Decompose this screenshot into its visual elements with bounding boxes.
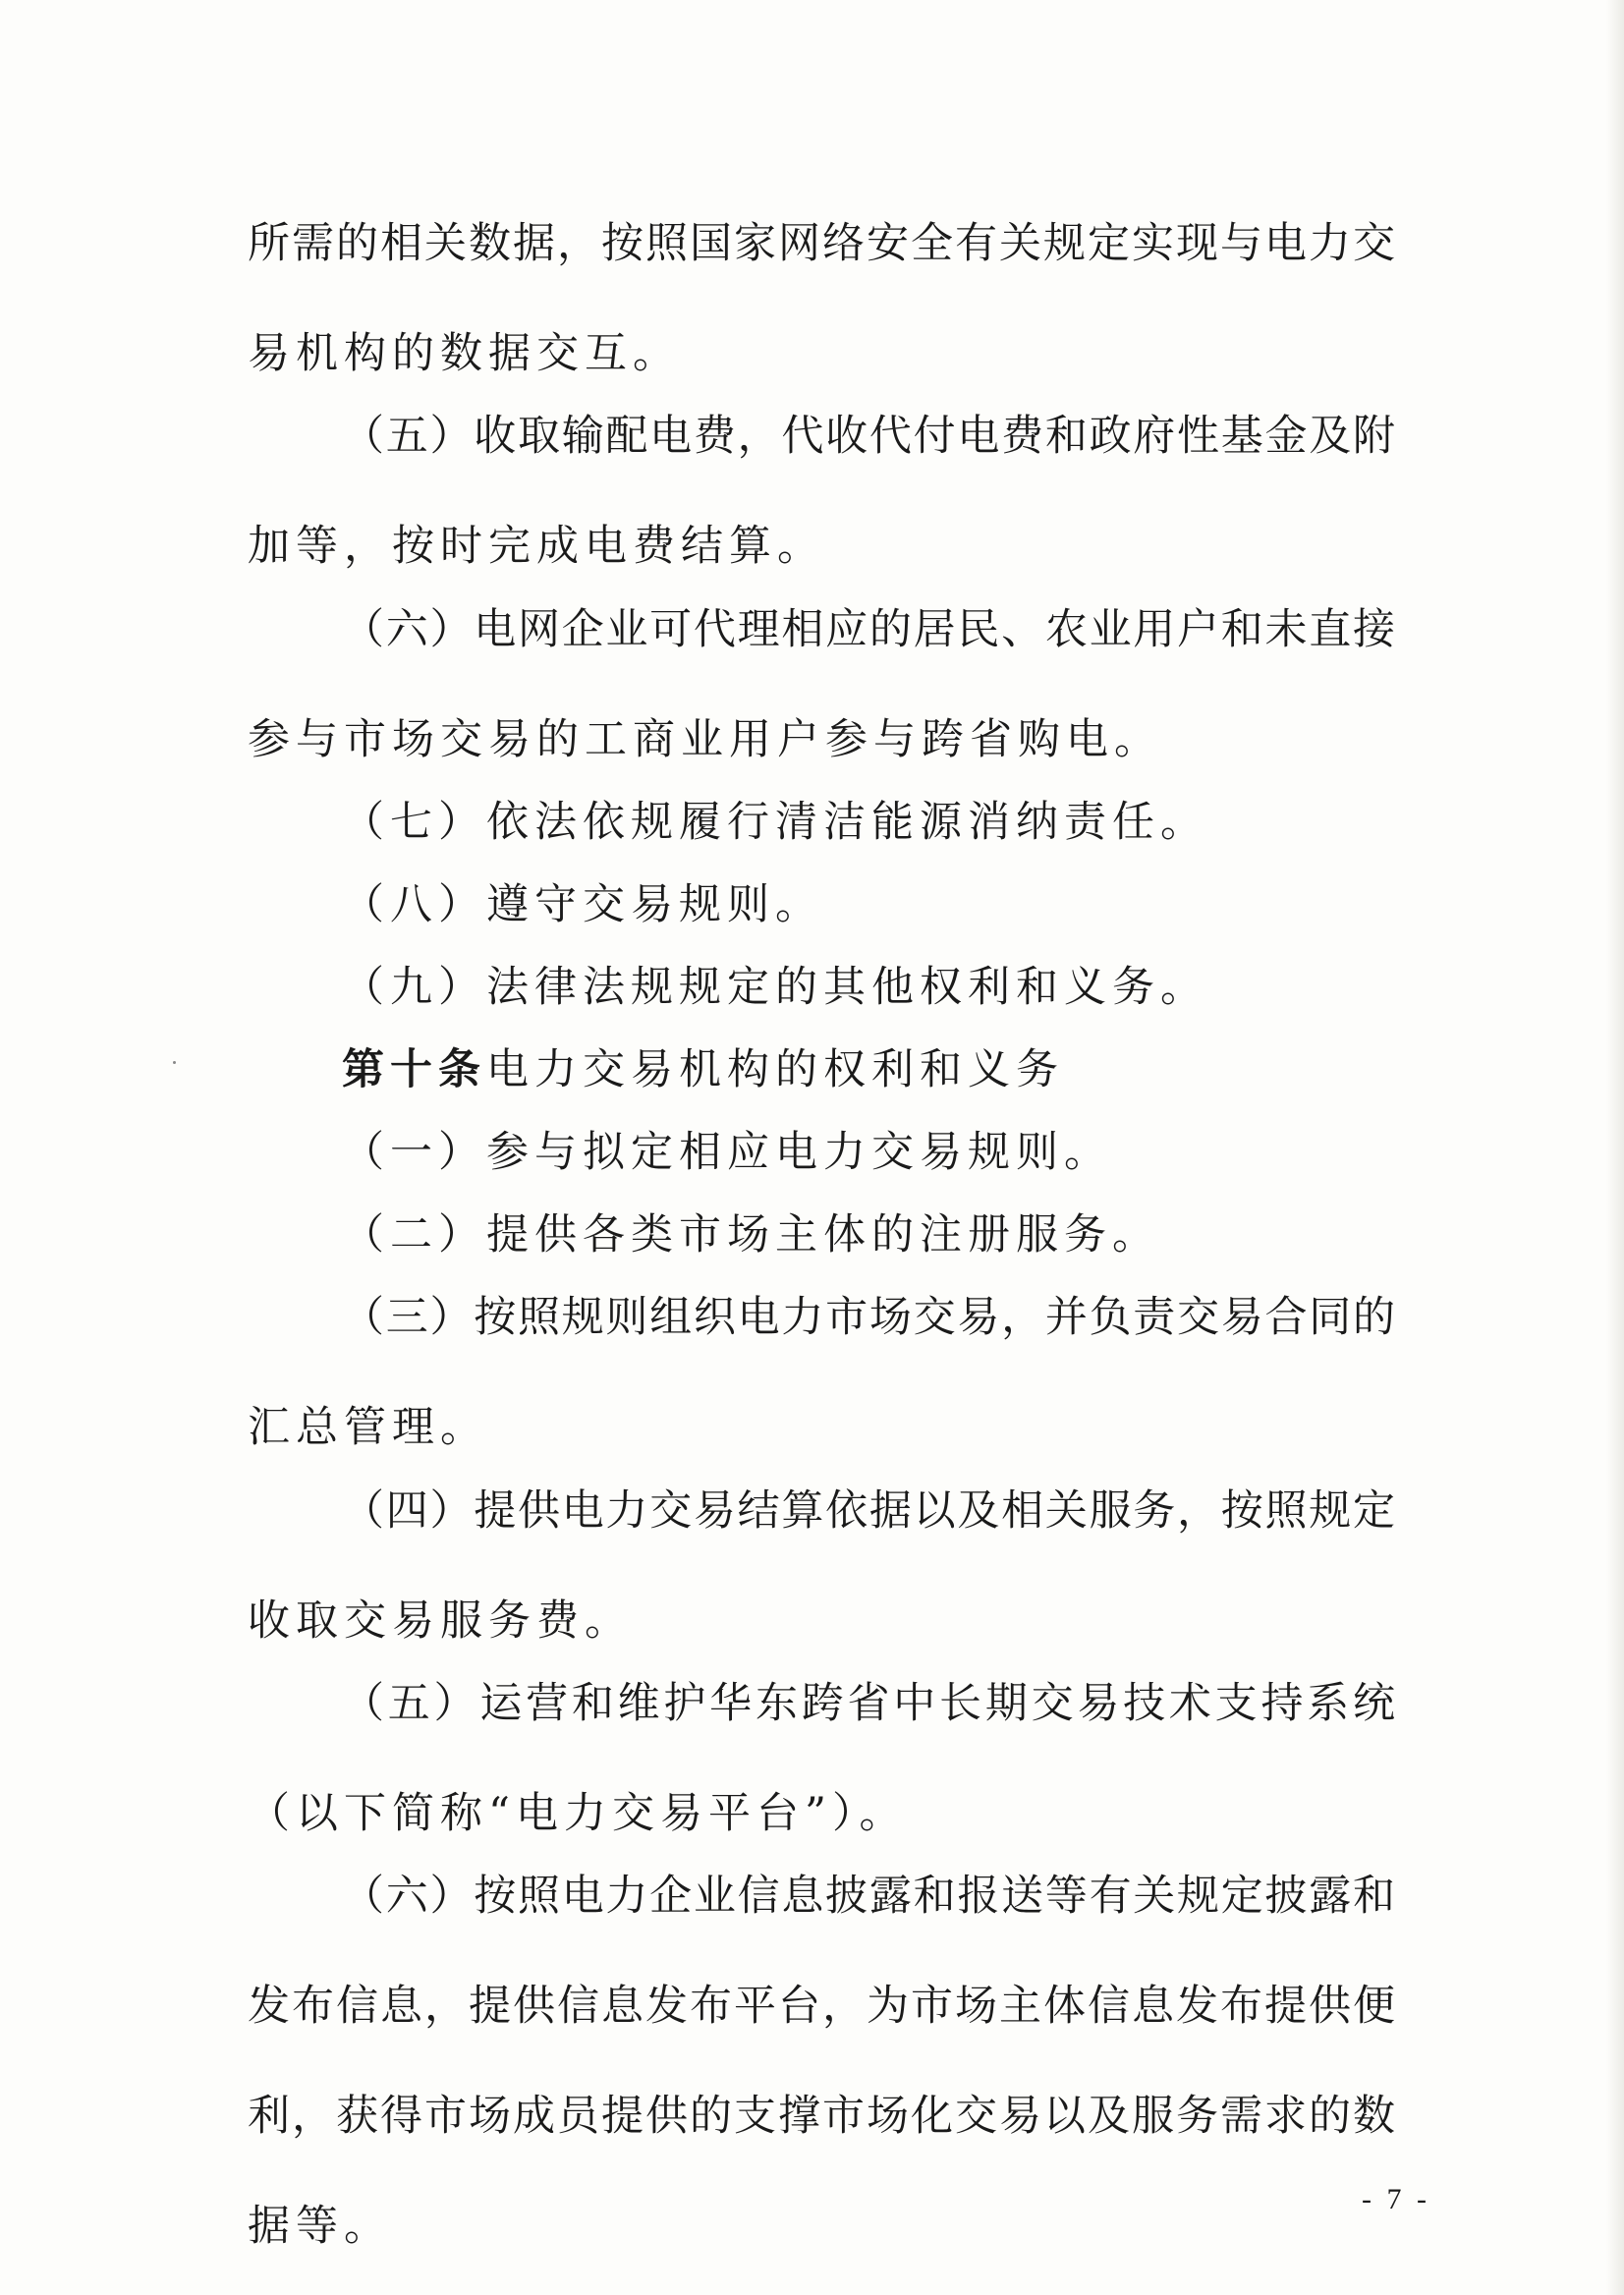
paragraph-line: （二）提供各类市场主体的注册服务。 <box>342 1210 1160 1259</box>
paragraph-line: （五）运营和维护华东跨省中长期交易技术支持系统 <box>342 1679 1395 1728</box>
paragraph-line: （七）依法依规履行清洁能源消纳责任。 <box>342 798 1208 847</box>
page-edge-shadow <box>1606 0 1624 2295</box>
body-line: 参与市场交易的工商业用户参与跨省购电。 <box>248 715 1162 764</box>
body-line: 利，获得市场成员提供的支撑市场化交易以及服务需求的数 <box>248 2092 1395 2141</box>
page-number: - 7 - <box>1362 2183 1430 2215</box>
paragraph-line: （五）收取输配电费，代收代付电费和政府性基金及附 <box>342 412 1395 461</box>
body-line: 所需的相关数据，按照国家网络安全有关规定实现与电力交 <box>248 219 1395 268</box>
paragraph-line: （四）提供电力交易结算依据以及相关服务，按照规定 <box>342 1486 1395 1536</box>
body-line: （以下简称“电力交易平台”）。 <box>248 1789 908 1838</box>
paragraph-line: （九）法律法规规定的其他权利和义务。 <box>342 963 1208 1012</box>
body-line: 汇总管理。 <box>248 1403 488 1452</box>
body-line: 加等，按时完成电费结算。 <box>248 522 825 571</box>
paragraph-line: （六）电网企业可代理相应的居民、农业用户和未直接 <box>342 605 1395 654</box>
body-line: 易机构的数据交互。 <box>248 329 681 378</box>
body-line: 收取交易服务费。 <box>248 1596 633 1646</box>
article-title: 电力交易机构的权利和义务 <box>486 1045 1064 1094</box>
paragraph-line: （一）参与拟定相应电力交易规则。 <box>342 1128 1112 1177</box>
paragraph-line: （六）按照电力企业信息披露和报送等有关规定披露和 <box>342 1872 1395 1921</box>
paragraph-line: （八）遵守交易规则。 <box>342 880 823 929</box>
scan-speck <box>173 1061 176 1064</box>
body-line: 据等。 <box>248 2202 392 2251</box>
body-line: 发布信息，提供信息发布平台，为市场主体信息发布提供便 <box>248 1982 1395 2031</box>
paragraph-line: （三）按照规则组织电力市场交易，并负责交易合同的 <box>342 1293 1395 1342</box>
article-line <box>342 1040 1064 1099</box>
article-heading: 第十条 <box>342 1045 486 1094</box>
